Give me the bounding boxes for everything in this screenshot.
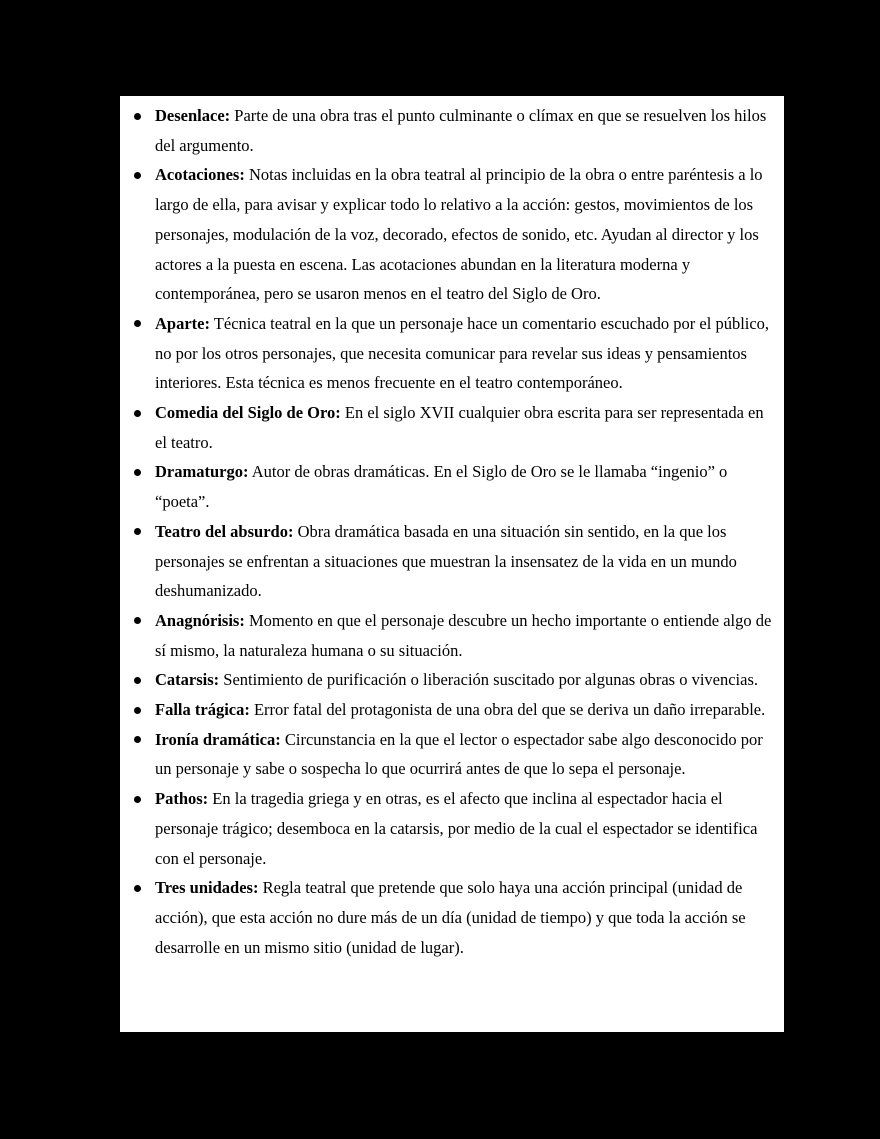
term-definition: Autor de obras dramáticas. En el Siglo de Oro se le llamaba “ingenio” o “poeta”. <box>155 462 728 512</box>
list-item <box>120 606 778 665</box>
term-definition: Momento en que el personaje descubre un hecho importante o entiende algo de sí mismo, la naturaleza humana o su situación. <box>155 610 772 660</box>
term-definition: Circunstancia en la que el lector o espectador sabe algo desconocido por un personaje y sabe o sospecha lo que ocurrirá antes de que lo sepa el personaje. <box>155 729 763 779</box>
term-definition: Regla teatral que pretende que solo haya una acción principal (unidad de acción), que esta acción no dure más de un día (unidad de tiempo) y que toda la acción se desarrolle en un mismo sitio (unidad de lugar). <box>155 878 746 957</box>
bullet-icon <box>134 707 141 714</box>
term-label: Pathos: <box>155 789 209 809</box>
list-item <box>120 665 778 695</box>
list-item <box>120 695 778 725</box>
bullet-icon <box>134 410 141 417</box>
term-label: Acotaciones: <box>155 165 245 185</box>
term-definition: En la tragedia griega y en otras, es el afecto que inclina al espectador hacia el personaje trágico; desemboca en la catarsis, por medio de la cual el espectador se identifica con el personaje. <box>155 789 758 868</box>
list-item <box>120 457 778 516</box>
list-item <box>120 873 778 962</box>
term-label: Catarsis: <box>155 670 220 690</box>
bullet-icon <box>134 885 141 892</box>
term-definition: Error fatal del protagonista de una obra del que se deriva un daño irreparable. <box>249 700 766 720</box>
list-item <box>120 160 778 309</box>
list-item <box>120 725 778 784</box>
list-item <box>120 101 778 160</box>
term-definition: En el siglo XVII cualquier obra escrita para ser representada en el teatro. <box>155 403 764 452</box>
term-definition: Parte de una obra tras el punto culminante o clímax en que se resuelven los hilos del argumento. <box>155 106 767 155</box>
bullet-icon <box>134 172 141 179</box>
term-label: Anagnórisis: <box>155 610 245 630</box>
bullet-icon <box>134 320 141 327</box>
term-label: Aparte: <box>155 313 210 333</box>
term-label: Dramaturgo: <box>155 462 249 482</box>
bullet-icon <box>134 528 141 535</box>
term-label: Tres unidades: <box>155 878 259 898</box>
term-label: Comedia del Siglo de Oro: <box>155 403 341 423</box>
term-label: Teatro del absurdo: <box>155 521 294 541</box>
bullet-icon <box>134 677 141 684</box>
term-definition: Notas incluidas en la obra teatral al principio de la obra o entre paréntesis a lo largo de ella, para avisar y explicar todo lo relativo a la acción: gestos, movimientos de los personajes, modulación de la voz, decorado, efectos de sonido, etc. Ayudan al director y los actores a la puesta en escena. Las acotaciones abundan en la literatura moderna y contemporánea, pero se usaron menos en el teatro del Siglo de Oro. <box>155 165 763 304</box>
bullet-icon <box>134 736 141 743</box>
list-item <box>120 784 778 873</box>
term-definition: Obra dramática basada en una situación sin sentido, en la que los personajes se enfrentan a situaciones que muestran la insensatez de la vida en un mundo deshumanizado. <box>155 521 737 601</box>
term-definition: Técnica teatral en la que un personaje hace un comentario escuchado por el público, no por los otros personajes, que necesita comunicar para revelar sus ideas y pensamientos interiores. Esta técnica es menos frecuente en el teatro contemporáneo. <box>155 313 770 393</box>
document-page <box>120 96 784 1032</box>
bullet-icon <box>134 796 141 803</box>
definition-list <box>120 96 784 962</box>
list-item <box>120 517 778 606</box>
term-label: Desenlace: <box>155 106 231 125</box>
term-label: Falla trágica: <box>155 700 250 720</box>
bullet-icon <box>134 469 141 476</box>
list-item <box>120 309 778 398</box>
term-label: Ironía dramática: <box>155 729 281 749</box>
bullet-icon <box>134 113 141 120</box>
term-definition: Sentimiento de purificación o liberación suscitado por algunas obras o vivencias. <box>219 670 759 690</box>
list-item <box>120 398 778 457</box>
bullet-icon <box>134 617 141 624</box>
